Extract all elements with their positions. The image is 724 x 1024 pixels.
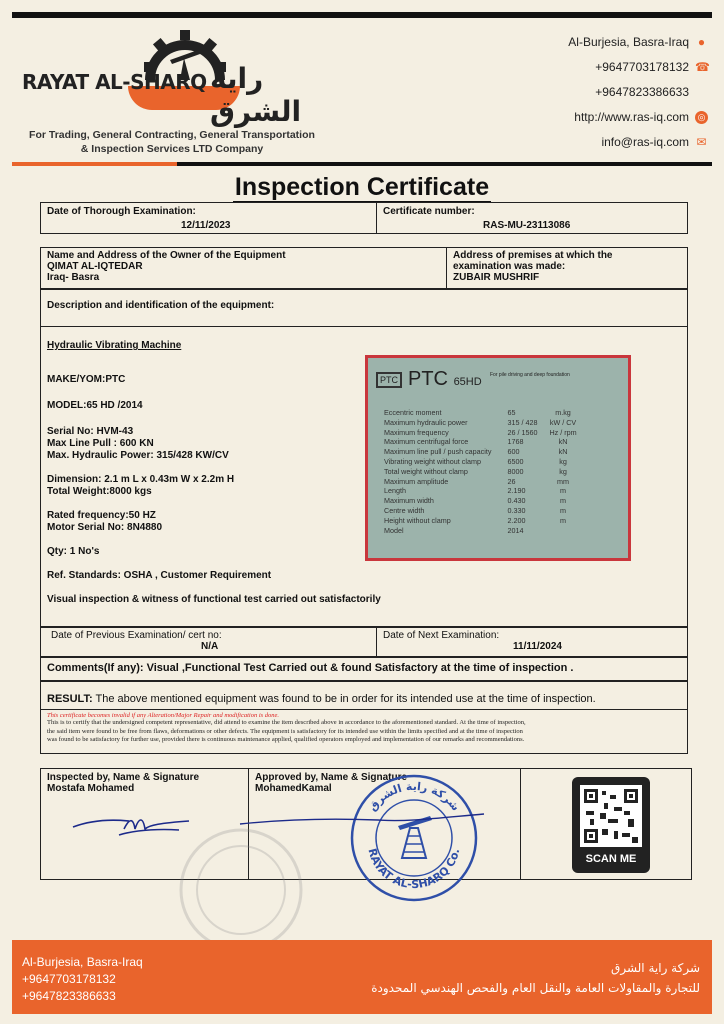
exam-date-value: 12/11/2023 — [181, 220, 231, 231]
cert-number-label: Certificate number: — [383, 206, 475, 217]
nameplate-value: 600 — [507, 447, 520, 457]
nameplate-label: Total weight without clamp — [384, 466, 468, 476]
nameplate-unit: m.kg — [555, 408, 571, 417]
nameplate-unit: kg — [559, 466, 567, 476]
nameplate-unit — [539, 526, 578, 536]
inspector-name: Mostafa Mohamed — [47, 783, 135, 794]
prev-exam-value: N/A — [201, 641, 219, 652]
web-icon: ◎ — [695, 111, 708, 124]
next-exam-value: 11/11/2024 — [513, 641, 562, 652]
nameplate-row — [382, 516, 579, 526]
nameplate-unit: mm — [557, 476, 570, 486]
footer-phone-1: +9647703178132 — [22, 972, 116, 986]
phone-icon: ☎ — [695, 60, 710, 74]
equipment-model: MODEL:65 HD /2014 — [47, 400, 143, 411]
contact-email[interactable]: info@ras-iq.com ✉ — [601, 135, 707, 149]
result-section — [40, 681, 688, 754]
nameplate-value: 0.330 — [507, 505, 526, 515]
approver-name: MohamedKamal — [255, 783, 332, 794]
approver-signature — [238, 808, 488, 838]
nameplate-unit: m — [560, 505, 567, 515]
premises-value: ZUBAIR MUSHRIF — [453, 272, 540, 283]
nameplate-row — [382, 467, 579, 477]
owner-info: Name and Address of the Owner of the Equipment QIMAT AL-IQTEDAR Iraq- Basra Address of premises at which the examination was made: ZUBAIR MUSHRIF — [40, 247, 688, 289]
qr-code-icon — [584, 789, 638, 843]
nameplate-value: 26 — [507, 476, 516, 486]
equipment-standards: Ref. Standards: OSHA , Customer Requirement — [47, 570, 272, 581]
footer-services-ar: للتجارة والمقاولات العامة والنقل العام والفحص الهندسي المحدودة — [371, 981, 700, 995]
contact-phone-1: +9647703178132 ☎ — [595, 60, 710, 74]
nameplate-value: 65 — [507, 408, 516, 417]
nameplate-value: 315 / 428 — [507, 417, 538, 427]
owner-name: QIMAT AL-IQTEDAR — [47, 261, 143, 272]
footer-phone-2: +9647823386633 — [22, 989, 116, 1003]
nameplate-unit: m — [560, 515, 567, 525]
owner-address: Iraq- Basra — [47, 272, 100, 283]
qr-code-card[interactable] — [572, 777, 650, 873]
nameplate-row — [382, 526, 579, 536]
equipment-line-pull: Max Line Pull : 600 KN — [47, 438, 154, 449]
logo-text-ar: راية الشرق — [210, 62, 302, 128]
nameplate-label: Maximum centrifugal force — [384, 437, 469, 447]
nameplate-label: Maximum width — [384, 496, 434, 506]
nameplate-row — [382, 428, 579, 438]
nameplate-unit: m — [560, 486, 567, 496]
nameplate-value: 2014 — [507, 525, 524, 535]
nameplate-label: Maximum hydraulic power — [384, 417, 468, 427]
nameplate-label: Model — [384, 525, 404, 535]
invalid-warning: This certificate becomes invalid if any Alteration/Major Repair and modification is done. — [41, 709, 687, 719]
owner-label: Name and Address of the Owner of the Equipment — [47, 250, 286, 261]
nameplate-row — [382, 408, 579, 418]
footer-company-ar: شركة راية الشرق — [611, 961, 700, 975]
equipment-make: MAKE/YOM:PTC — [47, 374, 126, 385]
nameplate-unit: kW / CV — [549, 417, 577, 427]
company-tagline: For Trading, General Contracting, General Transportation & Inspection Services LTD Company — [29, 129, 315, 155]
header-divider-accent — [12, 162, 177, 166]
letterhead — [0, 18, 724, 163]
nameplate-subtitle: For pile driving and deep foundation — [490, 372, 570, 378]
equipment-weight: Total Weight:8000 kgs — [47, 486, 152, 497]
nameplate-row — [382, 447, 579, 457]
nameplate-row — [382, 418, 579, 428]
ptc-badge: PTC — [376, 372, 402, 388]
nameplate-value: 6500 — [507, 456, 524, 466]
exam-info — [40, 202, 688, 234]
nameplate-label: Maximum amplitude — [384, 476, 449, 486]
equipment-frequency: Rated frequency:50 HZ — [47, 510, 156, 521]
nameplate-row — [382, 486, 579, 496]
faded-stamp-watermark — [176, 825, 306, 955]
nameplate-unit: kg — [559, 456, 567, 466]
nameplate-unit: Hz / rpm — [549, 427, 577, 437]
contact-address: Al-Burjesia, Basra-Iraq ● — [568, 30, 708, 55]
footer-arabic — [371, 958, 700, 998]
footer-address: Al-Burjesia, Basra-Iraq — [22, 955, 143, 969]
nameplate-label: Height without clamp — [384, 515, 451, 525]
result-line: RESULT: The above mentioned equipment was found to be in order for its intended use at the time of inspection. — [47, 693, 596, 705]
exam-history — [40, 627, 688, 657]
logo-text-en: RAYAT AL-SHARQ — [22, 70, 207, 94]
cert-number-value: RAS-MU-23113086 — [483, 220, 571, 231]
equipment-hyd-power: Max. Hydraulic Power: 315/428 KW/CV — [47, 450, 229, 461]
nameplate-unit: m — [560, 496, 567, 506]
equipment-nameplate-photo — [365, 355, 631, 561]
equipment-name: Hydraulic Vibrating Machine — [47, 340, 182, 351]
nameplate-label: Maximum line pull / push capacity — [384, 447, 492, 457]
nameplate-value: 1768 — [507, 437, 524, 447]
scan-me-label: SCAN ME — [585, 853, 637, 865]
approved-by-label: Approved by, Name & Signature — [255, 772, 408, 783]
equipment-section — [40, 289, 688, 627]
nameplate-label: Vibrating weight without clamp — [384, 456, 481, 466]
company-stamp — [348, 772, 480, 904]
company-logo — [20, 28, 320, 143]
nameplate-label: Length — [384, 486, 406, 496]
nameplate-table — [382, 408, 579, 535]
contact-website[interactable]: http://www.ras-iq.com ◎ — [568, 105, 708, 130]
location-icon: ● — [697, 35, 706, 49]
certify-text: This is to certify that the undersigned competent representative, did attend to examine the item described above in accordance to the aforementioned standard. At the time of inspection, the said item were found to be free from flaws, deformations or other defects. The equipment is satisfactory for its intended use within the limits specified and at the time of inspection was found to be satisfactory for further use, provided there is continuous maintenance applied, qualified operators employed and implementation of our remarks and recommendations. — [47, 719, 526, 743]
nameplate-row — [382, 496, 579, 506]
premises-label: Address of premises at which the — [453, 250, 613, 261]
footer-bar — [12, 940, 712, 1014]
equipment-desc-label: Description and identification of the equipment: — [41, 290, 687, 327]
contact-block — [568, 30, 708, 155]
stamp-text-en: RAYAT AL-SHARQ Co. — [365, 846, 463, 892]
qr-code[interactable] — [580, 785, 642, 847]
nameplate-value: 2.190 — [507, 486, 526, 496]
nameplate-row — [382, 477, 579, 487]
equipment-specs — [47, 340, 381, 606]
prev-exam-label: Date of Previous Examination/ cert no: — [51, 630, 222, 641]
equipment-motor-serial: Motor Serial No: 8N4880 — [47, 522, 163, 533]
nameplate-value: 2.200 — [507, 515, 526, 525]
nameplate-unit: kN — [558, 437, 568, 447]
mail-icon: ✉ — [696, 135, 707, 149]
equipment-visual: Visual inspection & witness of functional test carried out satisfactorily — [47, 594, 381, 605]
nameplate-label: Maximum frequency — [384, 427, 449, 437]
nameplate-label: Centre width — [384, 505, 425, 515]
next-exam-label: Date of Next Examination: — [383, 630, 500, 641]
nameplate-unit: kN — [558, 447, 568, 457]
contact-phone-2: +9647823386633 — [595, 85, 689, 99]
nameplate-label: Eccentric moment — [384, 408, 442, 417]
equipment-dimension: Dimension: 2.1 m L x 0.43m W x 2.2m H — [47, 474, 235, 485]
comments-row: Comments(If any): Visual ,Functional Test Carried out & found Satisfactory at the time of inspection . — [40, 657, 688, 681]
nameplate-row — [382, 457, 579, 467]
nameplate-row — [382, 506, 579, 516]
footer-contact — [22, 954, 143, 1005]
nameplate-value: 0.430 — [507, 496, 526, 506]
nameplate-header: PTC PTC 65HD — [376, 368, 482, 391]
page-title: Inspection Certificate — [234, 173, 490, 201]
nameplate-row — [382, 437, 579, 447]
inspected-by-label: Inspected by, Name & Signature — [47, 772, 200, 783]
exam-date-label: Date of Thorough Examination: — [47, 206, 196, 217]
equipment-qty: Qty: 1 No's — [47, 546, 100, 557]
equipment-serial: Serial No: HVM-43 — [47, 426, 134, 437]
stamp-text-ar: شركة راية الشرق — [365, 779, 463, 814]
nameplate-value: 26 / 1560 — [507, 427, 538, 437]
nameplate-value: 8000 — [507, 466, 524, 476]
